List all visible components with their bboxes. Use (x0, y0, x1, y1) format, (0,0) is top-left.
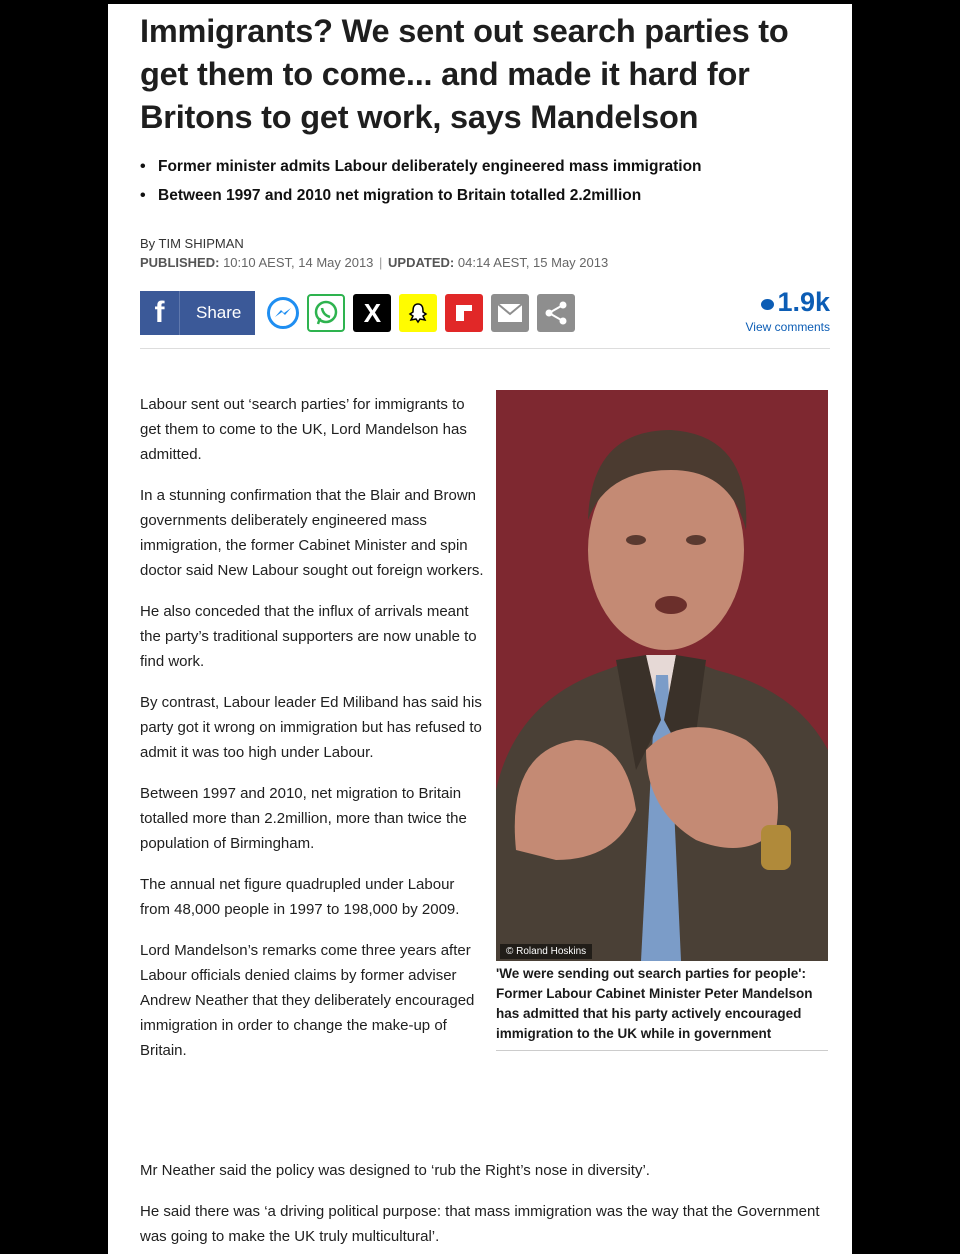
whatsapp-icon[interactable] (307, 294, 345, 332)
mail-icon[interactable] (491, 294, 529, 332)
body-paragraph: He also conceded that the influx of arrivals meant the party’s traditional supporters are now unable to find work. (140, 603, 477, 670)
article-page (108, 4, 852, 1254)
facebook-icon: f (140, 291, 180, 335)
body-paragraph: He said there was ‘a driving political purpose: that mass immigration was the way that the Government was going to make the UK truly multicultural’. (140, 1203, 820, 1245)
published-time: 10:10 AEST, 14 May 2013 (223, 255, 374, 270)
x-icon[interactable]: X (353, 294, 391, 332)
comment-count-row (746, 287, 830, 317)
author-link[interactable]: By TIM SHIPMAN (140, 236, 244, 251)
share-icon[interactable] (537, 294, 575, 332)
article-headline: Immigrants? We sent out search parties to get them to come... and made it hard for Britons to get work, says Mandelson (140, 13, 789, 135)
byline-divider: | (379, 255, 383, 270)
photo-caption: 'We were sending out search parties for people': Former Labour Cabinet Minister Peter Mandelson has admitted that his party actively encouraged immigration to the UK while in government (496, 964, 828, 1051)
snapchat-icon[interactable] (399, 294, 437, 332)
comment-count: 1.9k (777, 287, 830, 317)
body-paragraph: Mr Neather said the policy was designed to ‘rub the Right’s nose in diversity’. (140, 1162, 650, 1179)
byline (140, 234, 608, 272)
body-paragraph: The annual net figure quadrupled under Labour from 48,000 people in 1997 to 198,000 by 2009. (140, 876, 460, 918)
updated-label: UPDATED: (388, 255, 455, 270)
view-comments-link[interactable]: View comments (745, 320, 830, 334)
body-paragraph: Lord Mandelson’s remarks come three years after Labour officials denied claims by former adviser Andrew Neather that they deliberately encouraged immigration in order to change the make-up of Britain. (140, 942, 475, 1059)
summary-bullet: • Former minister admits Labour deliberately engineered mass immigration (138, 152, 702, 181)
article-photo[interactable] (496, 390, 828, 961)
body-paragraph: In a stunning confirmation that the Blair and Brown governments deliberately engineered mass immigration, the former Cabinet Minister and spin doctor said New Labour sought out foreign workers. (140, 487, 484, 579)
share-label: Share (196, 303, 242, 322)
facebook-share-button[interactable] (140, 291, 255, 335)
published-label: PUBLISHED: (140, 255, 220, 270)
article-body-column (140, 392, 485, 1079)
summary-bullets (138, 152, 702, 210)
summary-bullet: • Between 1997 and 2010 net migration to Britain totalled 2.2million (138, 181, 702, 210)
body-paragraph: Labour sent out ‘search parties’ for immigrants to get them to come to the UK, Lord Mandelson has admitted. (140, 396, 467, 463)
article-body-full-width (140, 1158, 840, 1254)
messenger-icon[interactable] (267, 297, 299, 329)
share-bar (140, 291, 575, 335)
divider (140, 348, 830, 349)
body-paragraph: By contrast, Labour leader Ed Miliband has said his party got it wrong on immigration but has refused to admit it was too high under Labour. (140, 694, 482, 761)
timestamps (140, 253, 608, 272)
body-paragraph: Between 1997 and 2010, net migration to Britain totalled more than 2.2million, more than twice the population of Birmingham. (140, 785, 467, 852)
mandelson-portrait (496, 390, 828, 961)
updated-time: 04:14 AEST, 15 May 2013 (457, 255, 609, 270)
photo-credit: © Roland Hoskins (500, 944, 592, 959)
comments-link[interactable] (746, 287, 830, 334)
flipboard-icon[interactable] (445, 294, 483, 332)
comment-bubble-icon (761, 299, 774, 310)
